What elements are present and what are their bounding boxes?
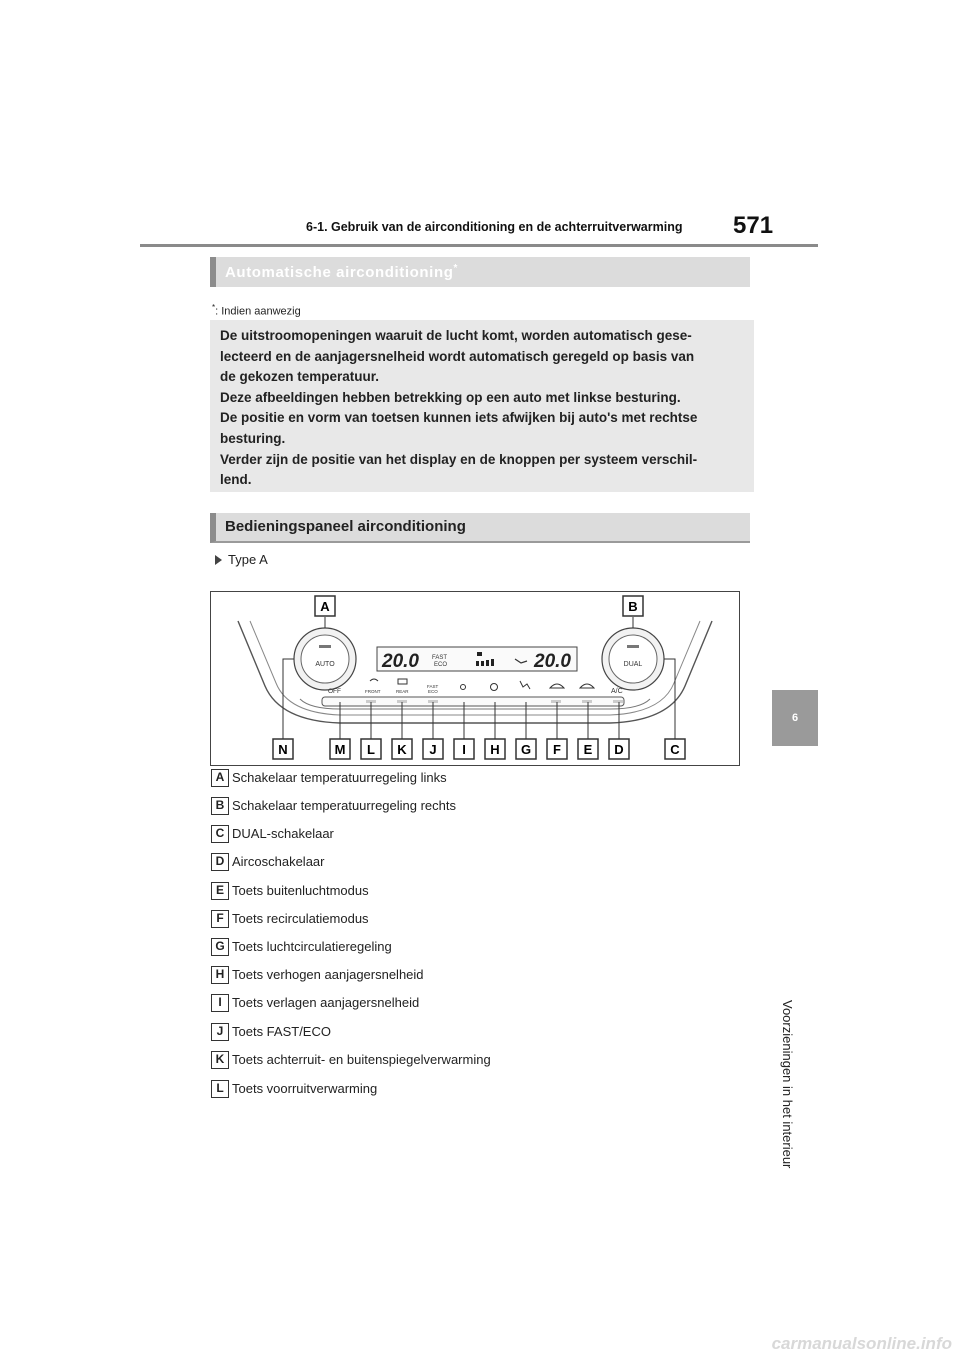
info-line: Verder zijn de positie van het display en de knoppen per systeem verschil- [220, 451, 698, 467]
callout-b: B [628, 599, 638, 614]
info-line: De positie en vorm van toetsen kunnen iets afwijken bij auto's met rechtse [220, 410, 698, 426]
svg-text:H: H [490, 742, 500, 757]
info-line: De uitstroomopeningen waaruit de lucht komt, worden automatisch gese- [220, 328, 692, 343]
type-label: Type A [215, 552, 268, 567]
svg-text:K: K [397, 742, 407, 757]
triangle-bullet-icon [215, 555, 222, 565]
svg-text:FRONT: FRONT [365, 689, 381, 694]
svg-text:N: N [278, 742, 288, 757]
svg-text:FAST: FAST [432, 655, 448, 661]
svg-text:A/C: A/C [611, 688, 623, 695]
svg-text:G: G [520, 742, 532, 757]
left-temperature-knob [294, 628, 356, 690]
info-line: de gekozen temperatuur. [220, 369, 380, 385]
dual-label: DUAL [623, 661, 643, 668]
svg-text:OFF: OFF [328, 688, 341, 695]
ac-control-panel-figure [210, 591, 740, 766]
callout-a: A [320, 599, 330, 614]
chapter-title: 6-1. Gebruik van de airconditioning en de achterruitverwarming [306, 220, 683, 234]
svg-text:J: J [429, 742, 437, 757]
chapter-side-label: Voorzieningen in het interieur [780, 1000, 795, 1169]
right-temp-readout: 20.0 [534, 651, 571, 672]
info-line: lend. [220, 472, 252, 488]
header-divider [140, 244, 818, 247]
info-line: lecteerd en de aanjagersnelheid wordt automatisch geregeld op basis van [220, 348, 695, 364]
svg-text:REAR: REAR [396, 689, 409, 694]
watermark: carmanualsonline.info [771, 1334, 952, 1353]
section-heading-control-panel [210, 513, 750, 543]
auto-label: AUTO [315, 661, 335, 668]
info-line: Deze afbeeldingen hebben betrekking op een auto met linkse besturing. [220, 389, 681, 405]
right-temperature-knob [602, 628, 664, 690]
svg-text:E: E [583, 742, 593, 757]
svg-text:D: D [614, 742, 624, 757]
svg-text:L: L [367, 742, 375, 757]
left-temp-readout: 20.0 [382, 651, 419, 672]
page-number: 571 [733, 212, 774, 239]
section-title: Bedieningspaneel airconditioning [225, 518, 466, 535]
svg-text:C: C [670, 742, 680, 757]
svg-text:F: F [553, 742, 561, 757]
svg-text:I: I [462, 742, 466, 757]
svg-text:ECO: ECO [428, 689, 438, 694]
svg-text:M: M [334, 742, 346, 757]
chapter-tab: 6 [772, 690, 818, 746]
section-heading-automatic-ac [210, 257, 750, 287]
svg-text:ECO: ECO [434, 662, 448, 668]
footnote: *: Indien aanwezig [212, 303, 301, 318]
section-title: Automatische airconditioning [225, 264, 454, 281]
asterisk: * [453, 263, 458, 274]
svg-text:FAST: FAST [427, 684, 439, 689]
info-line: besturing. [220, 430, 286, 446]
info-box [210, 320, 754, 492]
